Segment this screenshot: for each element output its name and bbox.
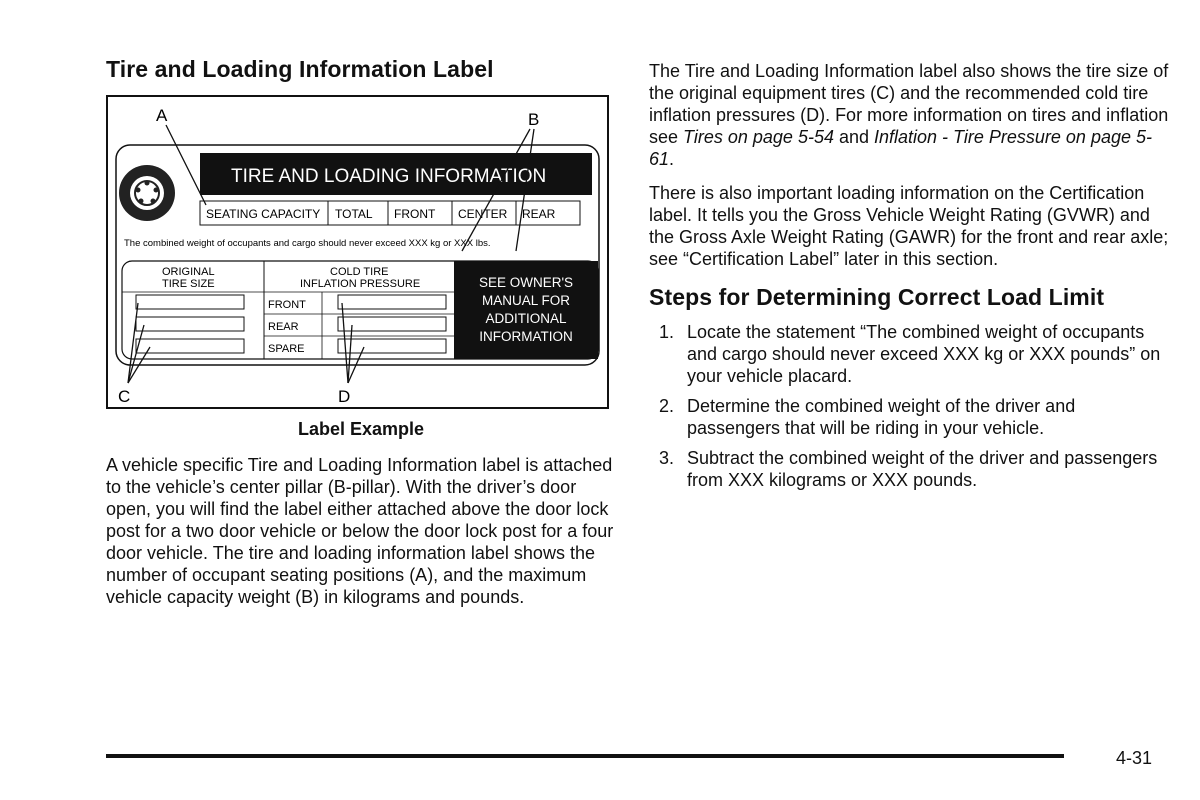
step-item	[649, 321, 1169, 387]
figure-caption: Label Example	[297, 419, 425, 439]
header-inflation-pressure: INFLATION PRESSURE	[300, 278, 421, 290]
right-column	[649, 60, 1169, 499]
callout-d: D	[338, 387, 351, 406]
row-spare: SPARE	[268, 343, 305, 355]
tire-size-box-3	[136, 339, 244, 353]
owners-line-1: SEE OWNER'S	[478, 275, 574, 290]
owners-line-4: INFORMATION	[479, 329, 573, 344]
header-original: ORIGINAL	[162, 266, 215, 278]
page-number: 4-31	[1116, 748, 1153, 768]
col-seating-capacity: SEATING CAPACITY	[206, 207, 321, 221]
callout-a: A	[156, 106, 168, 125]
col-front: FRONT	[394, 207, 436, 221]
right-paragraph-2: There is also important loading information on the Certification label. It tells you the Gross Vehicle Weight Rating (GVWR) and the Gross Axle Weight Rating (GAWR) for the front and rear axle; see “Certification Label” later in this section.	[649, 183, 1169, 269]
tire-icon	[119, 165, 175, 221]
right-paragraph-1	[649, 60, 1169, 170]
p1-text-a: The Tire and Loading Information label also shows the tire size of the original equipment tires (C) and the recommended cold tire inflation pressures (D). For more information on tires and inflation see	[649, 61, 1169, 147]
tire-label-diagram	[108, 97, 611, 411]
steps-list	[649, 321, 1169, 491]
footer-rule	[106, 754, 1064, 758]
pressure-box-3	[338, 339, 446, 353]
step-text: Locate the statement “The combined weight of occupants and cargo should never exceed XXX kg or XXX pounds” on your vehicle placard.	[687, 322, 1161, 386]
p1-text-b: and	[833, 127, 875, 147]
header-tire-size: TIRE SIZE	[162, 278, 215, 290]
pressure-box-1	[338, 295, 446, 309]
step-number: 3.	[659, 448, 675, 468]
step-text: Determine the combined weight of the driver and passengers that will be riding in your vehicle.	[687, 396, 1076, 438]
callout-b: B	[528, 110, 540, 129]
owners-line-2: MANUAL FOR	[481, 293, 571, 308]
tire-size-box-2	[136, 317, 244, 331]
row-front: FRONT	[268, 299, 306, 311]
header-cold-tire: COLD TIRE	[330, 266, 389, 278]
left-paragraph: A vehicle specific Tire and Loading Information label is attached to the vehicle’s center pillar (B-pillar). With the driver’s door open, you will find the label either attached above the door lock post for a two door vehicle or below the door lock post for a four door vehicle. The tire and loading information label shows the number of occupant seating positions (A), and the maximum vehicle capacity weight (B) in kilograms and pounds.	[106, 455, 614, 607]
col-center: CENTER	[458, 207, 508, 221]
step-item	[649, 395, 1169, 439]
step-item	[649, 447, 1169, 491]
pressure-box-2	[338, 317, 446, 331]
label-example-figure	[106, 95, 609, 409]
weight-statement: The combined weight of occupants and cargo should never exceed XXX kg or XXX lbs.	[124, 238, 491, 249]
section-heading: Tire and Loading Information Label	[106, 56, 494, 82]
tires-page-reference: Tires on page 5-54	[683, 127, 834, 147]
col-rear: REAR	[522, 207, 556, 221]
col-total: TOTAL	[335, 207, 373, 221]
step-text: Subtract the combined weight of the driver and passengers from XXX kilograms or XXX pounds.	[687, 448, 1158, 490]
owners-line-3: ADDITIONAL	[485, 311, 567, 326]
p1-text-c: .	[669, 149, 675, 169]
steps-heading: Steps for Determining Correct Load Limit	[649, 284, 1105, 310]
step-number: 2.	[659, 396, 675, 416]
left-column	[106, 56, 616, 620]
row-rear: REAR	[268, 321, 299, 333]
step-number: 1.	[659, 322, 675, 342]
callout-c: C	[118, 387, 131, 406]
tire-size-box-1	[136, 295, 244, 309]
inflation-page-reference: Inflation - Tire Pressure on page 5-61	[649, 127, 1152, 169]
banner-title: TIRE AND LOADING INFORMATION	[231, 166, 547, 187]
